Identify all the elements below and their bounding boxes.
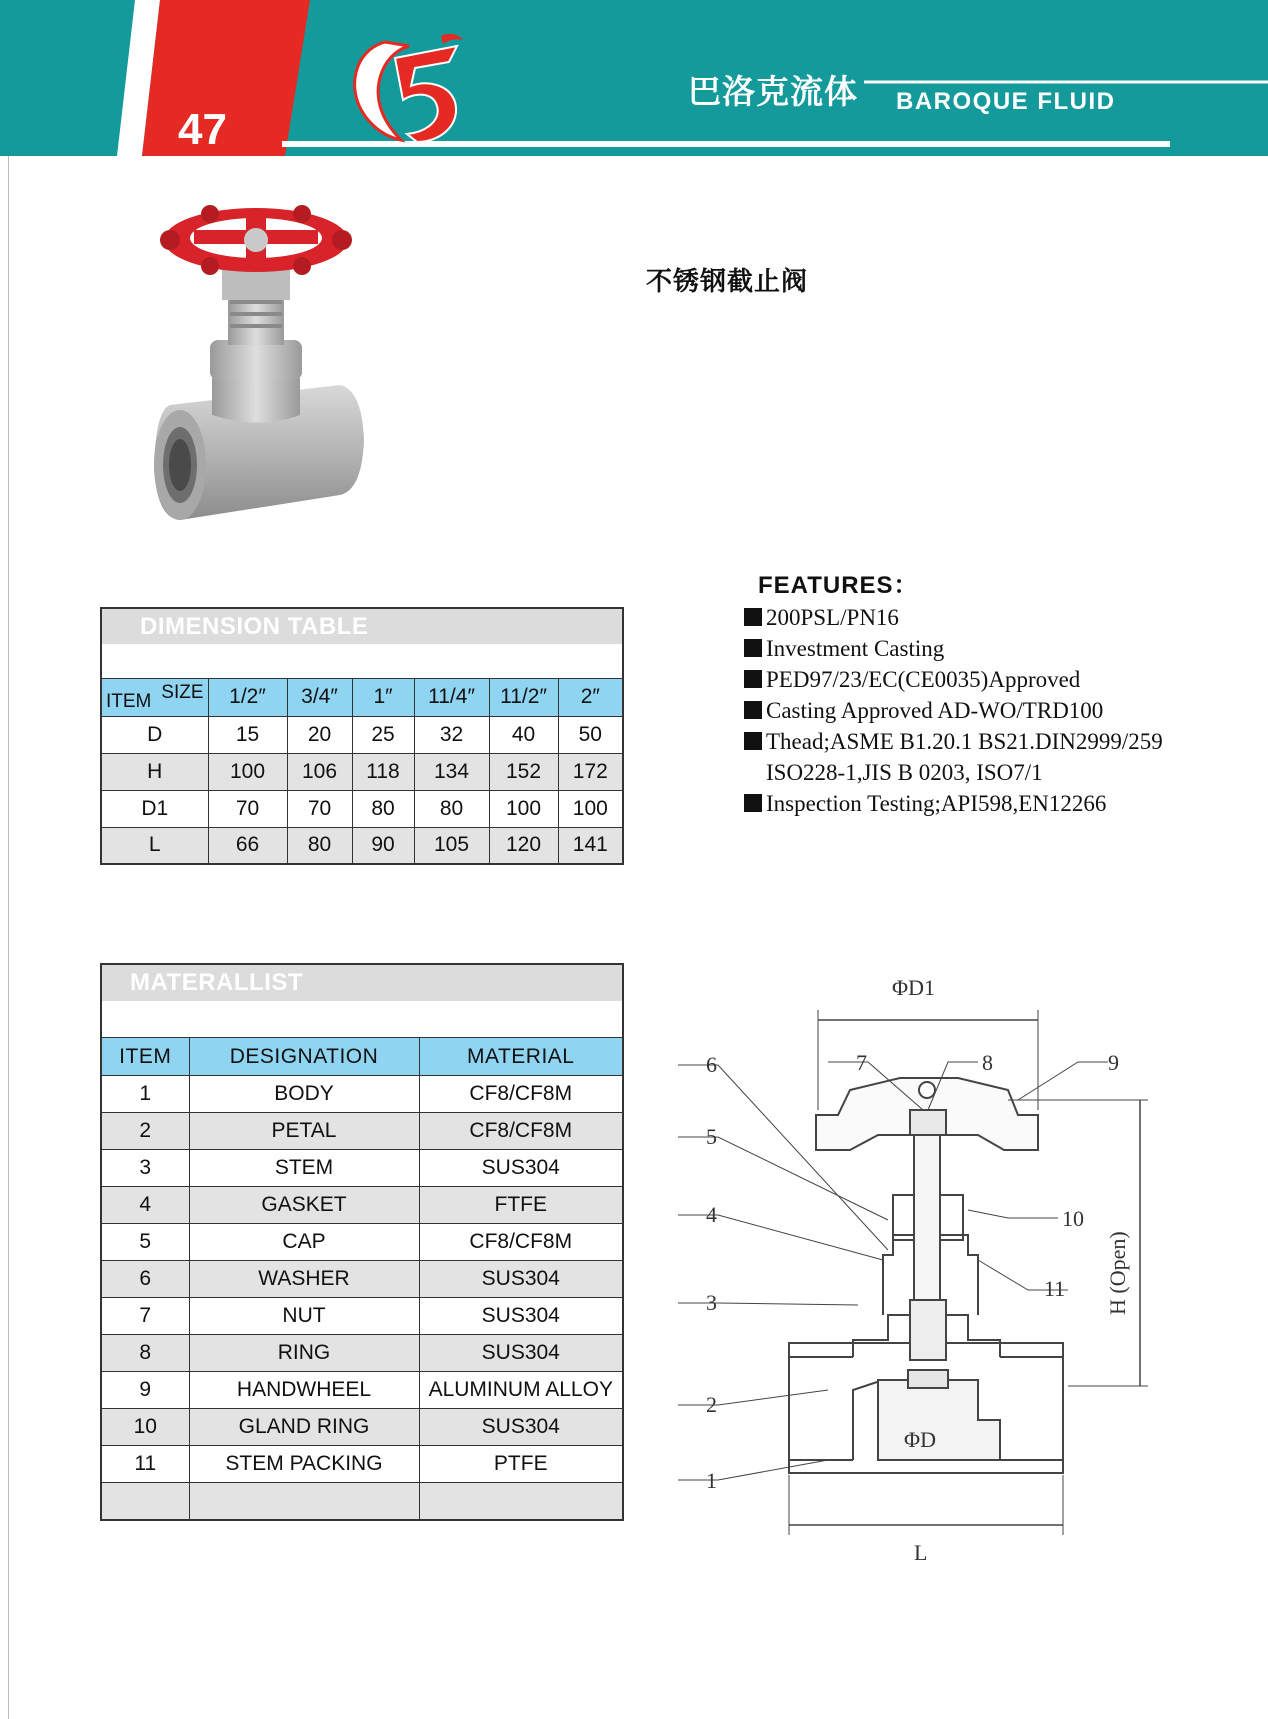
left-frame-line xyxy=(8,156,9,1719)
feature-item: Thead;ASME B1.20.1 BS21.DIN2999/259 xyxy=(744,726,1163,757)
product-title: 不锈钢截止阀 xyxy=(646,266,809,296)
size-header: 3/4″ xyxy=(287,678,352,716)
brand-logo xyxy=(355,34,463,142)
callout-9: 9 xyxy=(1108,1050,1119,1075)
table-row: 10 GLAND RING SUS304 xyxy=(101,1409,623,1446)
feature-item: 200PSL/PN16 xyxy=(744,602,1163,633)
feature-item: PED97/23/EC(CE0035)Approved xyxy=(744,664,1163,695)
bullet-square-icon xyxy=(744,670,762,688)
table-row: 4 GASKET FTFE xyxy=(101,1187,623,1224)
table-row: 6 WASHER SUS304 xyxy=(101,1261,623,1298)
table-row: 9 HANDWHEEL ALUMINUM ALLOY xyxy=(101,1372,623,1409)
callout-2: 2 xyxy=(706,1392,717,1417)
table-row: 3 STEM SUS304 xyxy=(101,1150,623,1187)
table-row: D1 70 70 80 80 100 100 xyxy=(101,790,623,827)
table-header-row xyxy=(101,678,623,716)
handwheel-red xyxy=(160,205,352,275)
bullet-square-icon xyxy=(744,732,762,750)
column-header: DESIGNATION xyxy=(189,1038,419,1076)
size-header: 11/4″ xyxy=(414,678,489,716)
size-item-header: SIZE ITEM xyxy=(101,678,208,716)
table-row: 2 PETAL CF8/CF8M xyxy=(101,1113,623,1150)
feature-item: Casting Approved AD-WO/TRD100 xyxy=(744,695,1163,726)
size-header: 1/2″ xyxy=(208,678,287,716)
callout-7: 7 xyxy=(856,1050,867,1075)
size-header: 2″ xyxy=(558,678,623,716)
dimension-table xyxy=(100,607,624,865)
callout-4: 4 xyxy=(706,1202,717,1227)
table-row-empty xyxy=(101,1483,623,1521)
callout-3: 3 xyxy=(706,1290,717,1315)
features-title: FEATURES： xyxy=(758,572,919,599)
size-header: 11/2″ xyxy=(489,678,558,716)
d1-dimension-label: ΦD1 xyxy=(892,975,935,1000)
table-row: 7 NUT SUS304 xyxy=(101,1298,623,1335)
bullet-square-icon xyxy=(744,794,762,812)
bullet-square-icon xyxy=(744,608,762,626)
feature-item: Inspection Testing;API598,EN12266 xyxy=(744,788,1163,819)
feature-item-continued: ISO228-1,JIS B 0203, ISO7/1 xyxy=(766,760,1043,785)
size-header: 1″ xyxy=(352,678,414,716)
table-caption-row xyxy=(101,964,623,1001)
table-row: 8 RING SUS304 xyxy=(101,1335,623,1372)
material-list-table xyxy=(100,963,624,1521)
bullet-square-icon xyxy=(744,639,762,657)
brand-name-en: BAROQUE FLUID xyxy=(896,88,1116,115)
table-row: L 66 80 90 105 120 141 xyxy=(101,827,623,864)
table-header-row xyxy=(101,1038,623,1076)
bullet-square-icon xyxy=(744,701,762,719)
d-dimension-label: ΦD xyxy=(904,1427,936,1452)
callout-10: 10 xyxy=(1062,1206,1084,1231)
features-list xyxy=(744,602,1163,819)
product-photo xyxy=(150,200,390,550)
table-caption-row xyxy=(101,608,623,644)
dimension-table-caption: DIMENSION TABLE xyxy=(101,608,623,644)
brand-name-cn: 巴洛克流体 xyxy=(688,73,858,110)
table-row: H 100 106 118 134 152 172 xyxy=(101,753,623,790)
table-row: 5 CAP CF8/CF8M xyxy=(101,1224,623,1261)
callout-5: 5 xyxy=(706,1124,717,1149)
page-header xyxy=(0,0,1268,156)
material-list-caption: MATERALLIST xyxy=(101,964,623,1001)
l-dimension-label: L xyxy=(914,1540,928,1560)
table-row: 11 STEM PACKING PTFE xyxy=(101,1446,623,1483)
feature-item: Investment Casting xyxy=(744,633,1163,664)
page-number: 47 xyxy=(178,105,227,154)
callout-8: 8 xyxy=(982,1050,993,1075)
valve-body xyxy=(154,373,364,520)
valve-bonnet xyxy=(210,268,302,380)
callout-11: 11 xyxy=(1044,1276,1066,1301)
callout-1: 1 xyxy=(706,1468,717,1493)
table-row: D 15 20 25 32 40 50 xyxy=(101,716,623,753)
h-dimension-label: H (Open) xyxy=(1105,1231,1130,1315)
callout-6: 6 xyxy=(706,1052,717,1077)
column-header: ITEM xyxy=(101,1038,189,1076)
column-header: MATERIAL xyxy=(419,1038,623,1076)
valve-cross-section-drawing xyxy=(678,960,1178,1560)
table-row: 1 BODY CF8/CF8M xyxy=(101,1076,623,1113)
